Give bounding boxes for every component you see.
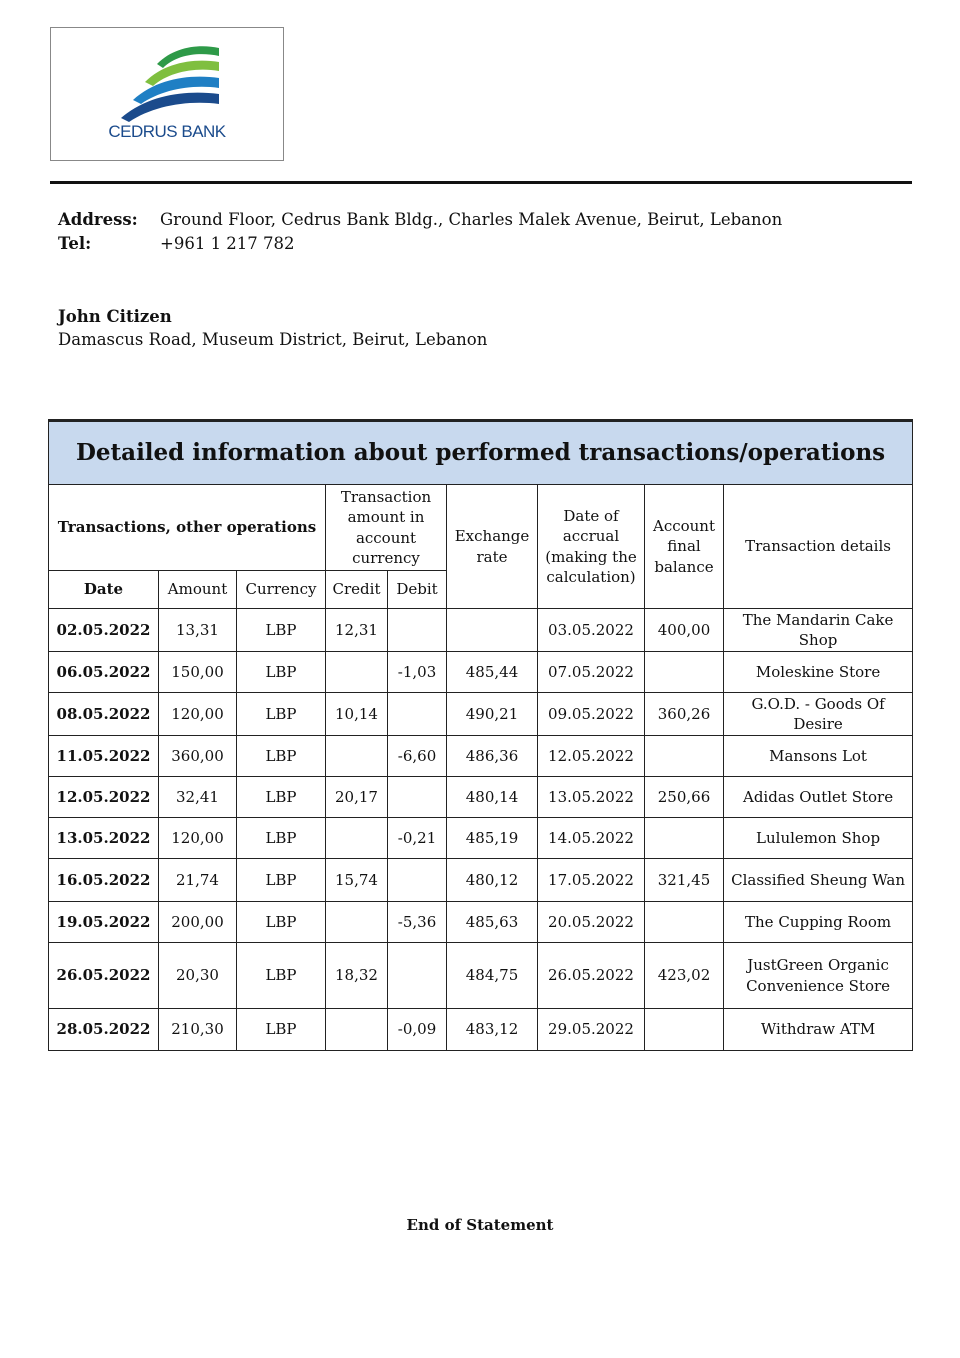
row-credit: 20,17: [326, 777, 388, 818]
row-date: 16.05.2022: [49, 859, 159, 902]
row-amount: 20,30: [159, 943, 237, 1009]
row-accrual: 20.05.2022: [538, 902, 645, 943]
row-date: 06.05.2022: [49, 652, 159, 693]
row-currency: LBP: [237, 1009, 326, 1051]
row-rate: 490,21: [447, 693, 538, 736]
row-date: 12.05.2022: [49, 777, 159, 818]
header-exchange-rate: Exchange rate: [447, 485, 538, 609]
row-debit: [388, 693, 447, 736]
row-rate: 480,12: [447, 859, 538, 902]
header-accrual-date: Date of accrual (making the calculation): [538, 485, 645, 609]
header-operations: Transactions, other operations: [49, 485, 326, 571]
row-balance: 360,26: [645, 693, 724, 736]
customer-name: John Citizen: [58, 307, 172, 326]
row-rate: 484,75: [447, 943, 538, 1009]
row-amount: 120,00: [159, 818, 237, 859]
table-row: [49, 693, 913, 736]
bank-address: Ground Floor, Cedrus Bank Bldg., Charles Malek Avenue, Beirut, Lebanon: [160, 210, 783, 229]
row-currency: LBP: [237, 652, 326, 693]
row-currency: LBP: [237, 902, 326, 943]
row-accrual: 12.05.2022: [538, 736, 645, 777]
row-details: Withdraw ATM: [724, 1009, 913, 1051]
row-credit: [326, 902, 388, 943]
row-debit: [388, 609, 447, 652]
row-debit: -5,36: [388, 902, 447, 943]
transactions-table: [48, 419, 913, 1051]
row-accrual: 07.05.2022: [538, 652, 645, 693]
row-rate: 483,12: [447, 1009, 538, 1051]
address-label: Address:: [58, 210, 138, 229]
row-currency: LBP: [237, 859, 326, 902]
row-credit: 15,74: [326, 859, 388, 902]
row-details: The Cupping Room: [724, 902, 913, 943]
row-balance: 400,00: [645, 609, 724, 652]
header-amount-group: Transaction amount in account currency: [326, 485, 447, 571]
row-credit: [326, 652, 388, 693]
row-credit: 12,31: [326, 609, 388, 652]
row-rate: 485,63: [447, 902, 538, 943]
row-details: JustGreen Organic Convenience Store: [724, 943, 913, 1009]
row-debit: [388, 943, 447, 1009]
row-amount: 360,00: [159, 736, 237, 777]
row-debit: -1,03: [388, 652, 447, 693]
row-credit: [326, 818, 388, 859]
row-date: 08.05.2022: [49, 693, 159, 736]
row-date: 26.05.2022: [49, 943, 159, 1009]
row-currency: LBP: [237, 777, 326, 818]
row-accrual: 09.05.2022: [538, 693, 645, 736]
row-details: G.O.D. - Goods Of Desire: [724, 693, 913, 736]
table-row: [49, 736, 913, 777]
customer-address: Damascus Road, Museum District, Beirut, Lebanon: [58, 330, 488, 349]
row-details: Moleskine Store: [724, 652, 913, 693]
row-details: Classified Sheung Wan: [724, 859, 913, 902]
row-date: 11.05.2022: [49, 736, 159, 777]
table-title: Detailed information about performed transactions/operations: [49, 421, 913, 485]
row-balance: [645, 652, 724, 693]
row-amount: 32,41: [159, 777, 237, 818]
row-credit: [326, 736, 388, 777]
row-details: The Mandarin Cake Shop: [724, 609, 913, 652]
row-currency: LBP: [237, 818, 326, 859]
row-credit: 10,14: [326, 693, 388, 736]
table-row: [49, 777, 913, 818]
row-debit: [388, 777, 447, 818]
row-date: 19.05.2022: [49, 902, 159, 943]
row-debit: -0,21: [388, 818, 447, 859]
row-amount: 200,00: [159, 902, 237, 943]
header-divider: [50, 181, 912, 184]
row-accrual: 03.05.2022: [538, 609, 645, 652]
row-amount: 120,00: [159, 693, 237, 736]
header-final-balance: Account final balance: [645, 485, 724, 609]
end-of-statement: End of Statement: [406, 1216, 554, 1234]
row-amount: 210,30: [159, 1009, 237, 1051]
table-row: [49, 1009, 913, 1051]
row-amount: 13,31: [159, 609, 237, 652]
row-debit: [388, 859, 447, 902]
row-rate: 485,44: [447, 652, 538, 693]
header-amount: Amount: [159, 571, 237, 609]
row-accrual: 17.05.2022: [538, 859, 645, 902]
row-amount: 150,00: [159, 652, 237, 693]
row-currency: LBP: [237, 693, 326, 736]
bank-logo-text: CEDRUS BANK: [108, 122, 226, 141]
table-row: [49, 652, 913, 693]
row-balance: [645, 818, 724, 859]
row-rate: 480,14: [447, 777, 538, 818]
tel-label: Tel:: [58, 234, 92, 253]
row-balance: [645, 1009, 724, 1051]
row-credit: 18,32: [326, 943, 388, 1009]
row-date: 28.05.2022: [49, 1009, 159, 1051]
header-debit: Debit: [388, 571, 447, 609]
header-date: Date: [49, 571, 159, 609]
row-accrual: 26.05.2022: [538, 943, 645, 1009]
table-row: [49, 902, 913, 943]
row-amount: 21,74: [159, 859, 237, 902]
table-row: [49, 859, 913, 902]
row-currency: LBP: [237, 943, 326, 1009]
row-rate: 485,19: [447, 818, 538, 859]
row-currency: LBP: [237, 609, 326, 652]
row-rate: [447, 609, 538, 652]
row-debit: -0,09: [388, 1009, 447, 1051]
row-credit: [326, 1009, 388, 1051]
row-accrual: 13.05.2022: [538, 777, 645, 818]
header-currency: Currency: [237, 571, 326, 609]
cedrus-wave-icon: [115, 42, 225, 122]
row-details: Adidas Outlet Store: [724, 777, 913, 818]
row-debit: -6,60: [388, 736, 447, 777]
row-date: 02.05.2022: [49, 609, 159, 652]
header-credit: Credit: [326, 571, 388, 609]
table-row: [49, 609, 913, 652]
customer-block: [58, 305, 487, 351]
row-balance: [645, 736, 724, 777]
bank-logo: [50, 27, 284, 161]
row-accrual: 14.05.2022: [538, 818, 645, 859]
table-row: [49, 943, 913, 1009]
row-date: 13.05.2022: [49, 818, 159, 859]
row-balance: [645, 902, 724, 943]
header-details: Transaction details: [724, 485, 913, 609]
table-row: [49, 818, 913, 859]
row-balance: 250,66: [645, 777, 724, 818]
row-balance: 321,45: [645, 859, 724, 902]
row-details: Lululemon Shop: [724, 818, 913, 859]
bank-contact: [58, 208, 782, 256]
row-details: Mansons Lot: [724, 736, 913, 777]
row-balance: 423,02: [645, 943, 724, 1009]
row-accrual: 29.05.2022: [538, 1009, 645, 1051]
row-currency: LBP: [237, 736, 326, 777]
bank-tel: +961 1 217 782: [160, 234, 295, 253]
row-rate: 486,36: [447, 736, 538, 777]
